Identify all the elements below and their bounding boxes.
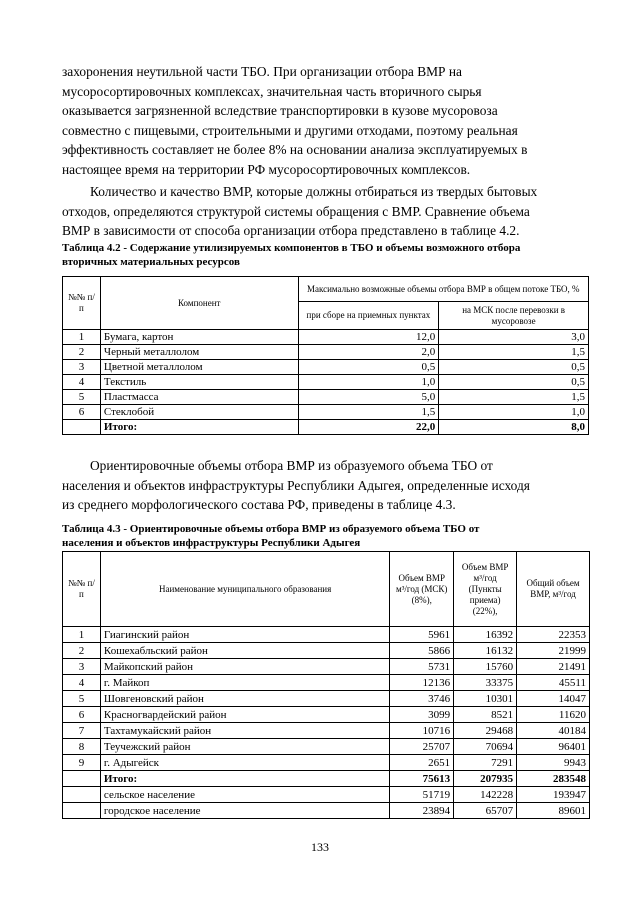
row-msk: 3099 — [390, 707, 454, 723]
row-num — [63, 803, 101, 819]
table-row — [63, 405, 589, 420]
row-points: 70694 — [454, 739, 517, 755]
text-line: настоящее время на территории РФ мусоросортировочных комплексов. — [62, 161, 471, 177]
row-num: 6 — [63, 707, 101, 723]
table-row — [63, 345, 589, 360]
row-msk: 25707 — [390, 739, 454, 755]
paragraph-2 — [62, 182, 592, 241]
table-total-row — [63, 420, 589, 435]
table-row-rural — [63, 787, 590, 803]
total-msk: 75613 — [390, 771, 454, 787]
row-value-points: 0,5 — [298, 360, 439, 375]
header-points-volume: Объем ВМР м³/год (Пункты приема) (22%), — [454, 552, 517, 627]
text-line: из среднего морфологического состава РФ, приведены в таблице 4.3. — [62, 497, 456, 513]
text-line: совместно с пищевыми, строительными и другими отходами, поэтому реальная — [62, 122, 518, 138]
row-total: 9943 — [517, 755, 590, 771]
row-municipality: Теучежский район — [100, 739, 389, 755]
row-num: 3 — [63, 659, 101, 675]
row-municipality: г. Майкоп — [100, 675, 389, 691]
row-value-msk: 3,0 — [439, 330, 589, 345]
row-points: 15760 — [454, 659, 517, 675]
table-row — [63, 330, 589, 345]
row-municipality: Красногвардейский район — [100, 707, 389, 723]
caption-line: населения и объектов инфраструктуры Республики Адыгея — [62, 537, 361, 549]
table-row — [63, 723, 590, 739]
page-number: 133 — [311, 840, 329, 854]
row-msk: 23894 — [390, 803, 454, 819]
row-value-points: 2,0 — [298, 345, 439, 360]
row-component: Текстиль — [100, 375, 298, 390]
row-municipality: городское население — [100, 803, 389, 819]
table-total-row — [63, 771, 590, 787]
row-total: 40184 — [517, 723, 590, 739]
row-value-msk: 1,5 — [439, 345, 589, 360]
row-num: 7 — [63, 723, 101, 739]
row-municipality: г. Адыгейск — [100, 755, 389, 771]
row-municipality: Шовгеновский район — [100, 691, 389, 707]
text-line: населения и объектов инфраструктуры Республики Адыгея, определенные исходя — [62, 477, 530, 493]
table-row — [63, 707, 590, 723]
total-label: Итого: — [100, 771, 389, 787]
row-value-points: 12,0 — [298, 330, 439, 345]
row-points: 142228 — [454, 787, 517, 803]
table-row — [63, 375, 589, 390]
text-line: эффективность составляет не более 8% на основании анализа эксплуатируемых в — [62, 142, 528, 158]
header-municipality: Наименование муниципального образования — [100, 552, 389, 627]
table-row — [63, 360, 589, 375]
table-row — [63, 643, 590, 659]
text-line: Ориентировочные объемы отбора ВМР из образуемого объема ТБО от — [90, 458, 493, 473]
header-num: №№ п/п — [63, 277, 101, 330]
row-num: 4 — [63, 375, 101, 390]
row-num — [63, 787, 101, 803]
row-points: 16132 — [454, 643, 517, 659]
table-row — [63, 739, 590, 755]
row-value-points: 1,0 — [298, 375, 439, 390]
row-value-points: 5,0 — [298, 390, 439, 405]
row-num: 3 — [63, 360, 101, 375]
row-total: 14047 — [517, 691, 590, 707]
table-row — [63, 659, 590, 675]
row-num — [63, 771, 101, 787]
table-row — [63, 675, 590, 691]
row-component: Стеклобой — [100, 405, 298, 420]
row-component: Бумага, картон — [100, 330, 298, 345]
row-total: 21999 — [517, 643, 590, 659]
text-line: мусоросортировочных комплексах, значительная часть вторичного сырья — [62, 83, 482, 99]
table-4-3-caption — [62, 522, 592, 550]
row-num: 5 — [63, 691, 101, 707]
row-num: 4 — [63, 675, 101, 691]
row-points: 33375 — [454, 675, 517, 691]
text-line: отходов, определяются структурой системы обращения с ВМР. Сравнение объема — [62, 203, 530, 219]
row-num: 5 — [63, 390, 101, 405]
header-total-volume: Общий объем ВМР, м³/год — [517, 552, 590, 627]
row-municipality: Тахтамукайский район — [100, 723, 389, 739]
row-municipality: Майкопский район — [100, 659, 389, 675]
row-component: Черный металлолом — [100, 345, 298, 360]
row-total: 89601 — [517, 803, 590, 819]
table-row — [63, 390, 589, 405]
table-row — [63, 627, 590, 643]
text-line: ВМР в зависимости от способа организации отбора представлено в таблице 4.2. — [62, 223, 520, 239]
table-4-2 — [62, 276, 589, 435]
total-label: Итого: — [100, 420, 298, 435]
row-municipality: сельское население — [100, 787, 389, 803]
table-row — [63, 691, 590, 707]
row-total: 96401 — [517, 739, 590, 755]
row-total: 45511 — [517, 675, 590, 691]
row-value-msk: 0,5 — [439, 375, 589, 390]
header-component: Компонент — [100, 277, 298, 330]
row-value-msk: 0,5 — [439, 360, 589, 375]
row-msk: 10716 — [390, 723, 454, 739]
row-msk: 5731 — [390, 659, 454, 675]
row-msk: 5961 — [390, 627, 454, 643]
row-total: 21491 — [517, 659, 590, 675]
row-value-msk: 1,5 — [439, 390, 589, 405]
row-num: 1 — [63, 330, 101, 345]
row-num: 2 — [63, 345, 101, 360]
row-total: 11620 — [517, 707, 590, 723]
row-component: Пластмасса — [100, 390, 298, 405]
paragraph-3 — [62, 456, 592, 515]
table-4-3 — [62, 551, 590, 819]
row-msk: 2651 — [390, 755, 454, 771]
table-4-2-caption — [62, 241, 592, 269]
row-msk: 3746 — [390, 691, 454, 707]
header-msk: на МСК после перевозки в мусоровозе — [439, 302, 589, 330]
row-points: 16392 — [454, 627, 517, 643]
row-component: Цветной металлолом — [100, 360, 298, 375]
text-line: захоронения неутильной части ТБО. При организации отбора ВМР на — [62, 64, 462, 79]
row-msk: 51719 — [390, 787, 454, 803]
row-total: 193947 — [517, 787, 590, 803]
row-total: 22353 — [517, 627, 590, 643]
row-msk: 12136 — [390, 675, 454, 691]
row-value-msk: 1,0 — [439, 405, 589, 420]
caption-line: Таблица 4.2 - Содержание утилизируемых компонентов в ТБО и объемы возможного отбора — [62, 242, 521, 254]
total-value-points: 22,0 — [298, 420, 439, 435]
row-num: 6 — [63, 405, 101, 420]
caption-line: вторичных материальных ресурсов — [62, 256, 240, 268]
header-max-volumes: Максимально возможные объемы отбора ВМР в общем потоке ТБО, % — [298, 277, 588, 302]
row-points: 7291 — [454, 755, 517, 771]
header-collection-points: при сборе на приемных пунктах — [298, 302, 439, 330]
header-num: №№ п/п — [63, 552, 101, 627]
row-num: 2 — [63, 643, 101, 659]
caption-line: Таблица 4.3 - Ориентировочные объемы отбора ВМР из образуемого объема ТБО от — [62, 523, 480, 535]
row-points: 10301 — [454, 691, 517, 707]
row-municipality: Гиагинский район — [100, 627, 389, 643]
table-row-urban — [63, 803, 590, 819]
row-num: 9 — [63, 755, 101, 771]
text-line: Количество и качество ВМР, которые должны отбираться из твердых бытовых — [90, 184, 538, 199]
paragraph-1 — [62, 62, 592, 180]
text-line: оказывается загрязненной вследствие транспортировки в кузове мусоровоза — [62, 103, 498, 119]
row-num: 8 — [63, 739, 101, 755]
header-msk-volume: Объем ВМР м³/год (МСК) (8%), — [390, 552, 454, 627]
total-total: 283548 — [517, 771, 590, 787]
table-row — [63, 755, 590, 771]
row-points: 29468 — [454, 723, 517, 739]
row-num — [63, 420, 101, 435]
row-points: 65707 — [454, 803, 517, 819]
total-points: 207935 — [454, 771, 517, 787]
row-value-points: 1,5 — [298, 405, 439, 420]
row-num: 1 — [63, 627, 101, 643]
row-msk: 5866 — [390, 643, 454, 659]
total-value-msk: 8,0 — [439, 420, 589, 435]
row-points: 8521 — [454, 707, 517, 723]
row-municipality: Кошехабльский район — [100, 643, 389, 659]
